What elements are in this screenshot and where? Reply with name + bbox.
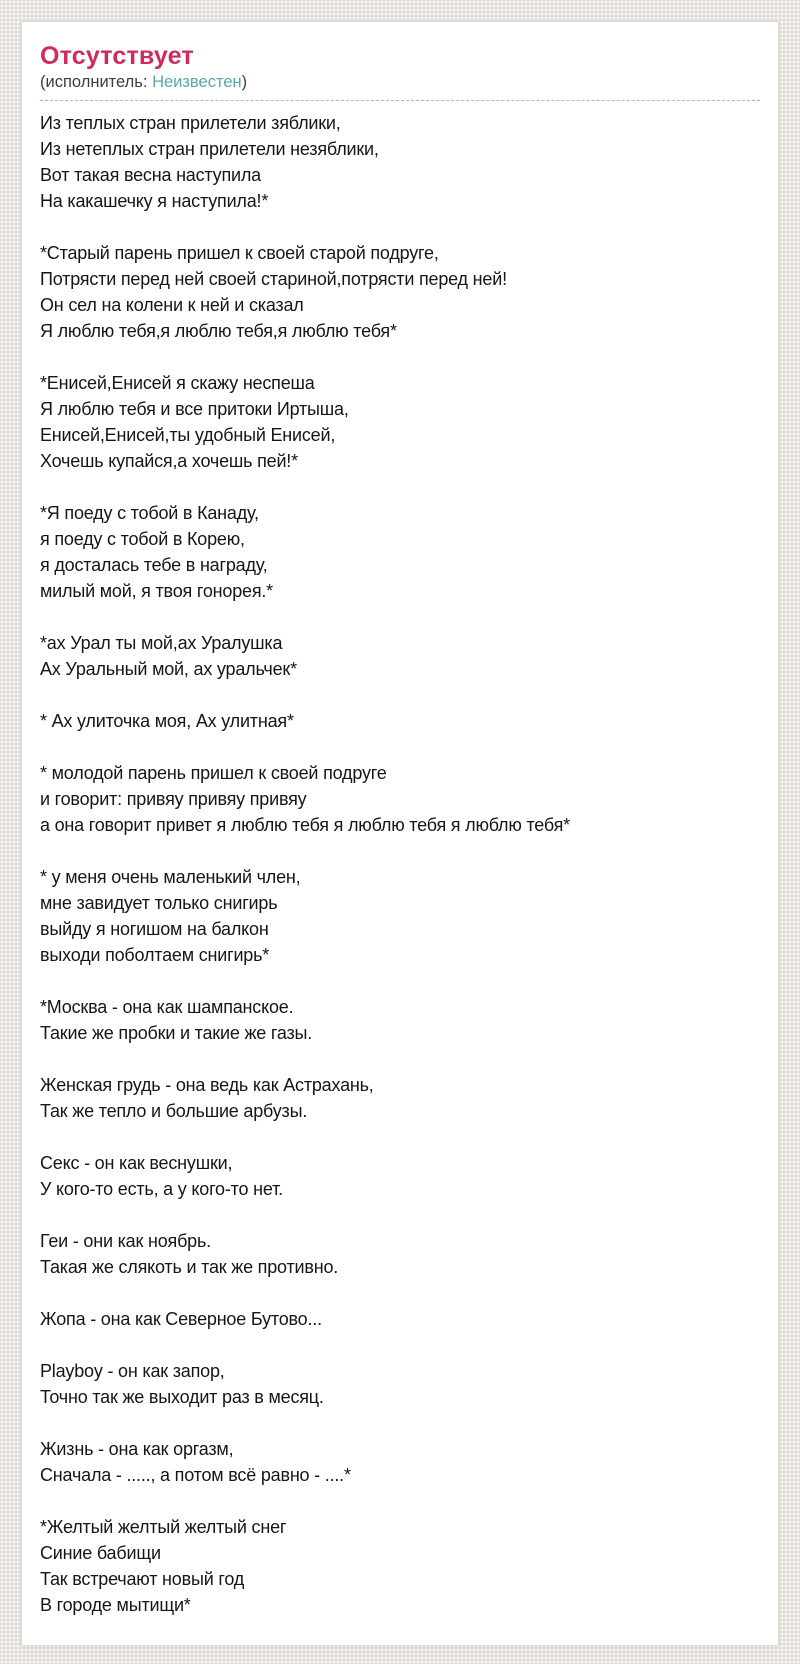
- stanza: Жопа - она как Северное Бутово...: [40, 1309, 322, 1329]
- song-header: [40, 42, 760, 101]
- stanza: Playboy - он как запор, Точно так же выходит раз в месяц.: [40, 1361, 324, 1407]
- stanza: *ах Урал ты мой,ах Уралушка Ах Уральный мой, ах уральчек*: [40, 633, 297, 679]
- stanza: Секс - он как веснушки, У кого-то есть, а у кого-то нет.: [40, 1153, 283, 1199]
- stanza: Женская грудь - она ведь как Астрахань, Так же тепло и большие арбузы.: [40, 1075, 374, 1121]
- stanza: Из теплых стран прилетели зяблики, Из нетеплых стран прилетели незяблики, Вот такая весна наступила На какашечку я наступила!*: [40, 113, 379, 211]
- lyrics-text: [40, 110, 760, 1618]
- artist-line: [40, 71, 760, 93]
- stanza: *Старый парень пришел к своей старой подруге, Потрясти перед ней своей стариной,потрясти перед ней! Он сел на колени к ней и сказал Я люблю тебя,я люблю тебя,я люблю тебя*: [40, 243, 507, 341]
- stanza: * у меня очень маленький член, мне завидует только снигирь выйду я ногишом на балкон выходи поболтаем снигирь*: [40, 867, 301, 965]
- stanza: Геи - они как ноябрь. Такая же слякоть и так же противно.: [40, 1231, 339, 1277]
- artist-label-prefix: (исполнитель:: [40, 73, 153, 91]
- artist-link[interactable]: Неизвестен: [152, 73, 242, 91]
- stanza: *Москва - она как шампанское. Такие же пробки и такие же газы.: [40, 997, 313, 1043]
- artist-label-suffix: ): [241, 73, 248, 91]
- stanza: *Енисей,Енисей я скажу неспеша Я люблю тебя и все притоки Иртыша, Енисей,Енисей,ты удобный Енисей, Хочешь купайся,а хочешь пей!*: [40, 373, 349, 471]
- stanza: *Желтый желтый желтый снег Синие бабищи Так встречают новый год В городе мытищи*: [40, 1517, 287, 1615]
- stanza: * молодой парень пришел к своей подруге и говорит: привяу привяу привяу а она говорит привет я люблю тебя я люблю тебя я люблю тебя*: [40, 763, 570, 835]
- lyrics-card: [21, 21, 779, 1646]
- stanza: *Я поеду с тобой в Канаду, я поеду с тобой в Корею, я досталась тебе в награду, милый мой, я твоя гонорея.*: [40, 503, 273, 601]
- song-title: Отсутствует: [40, 42, 194, 70]
- stanza: * Ах улиточка моя, Ах улитная*: [40, 711, 294, 731]
- stanza: Жизнь - она как оргазм, Сначала - ....., а потом всё равно - ....*: [40, 1439, 351, 1485]
